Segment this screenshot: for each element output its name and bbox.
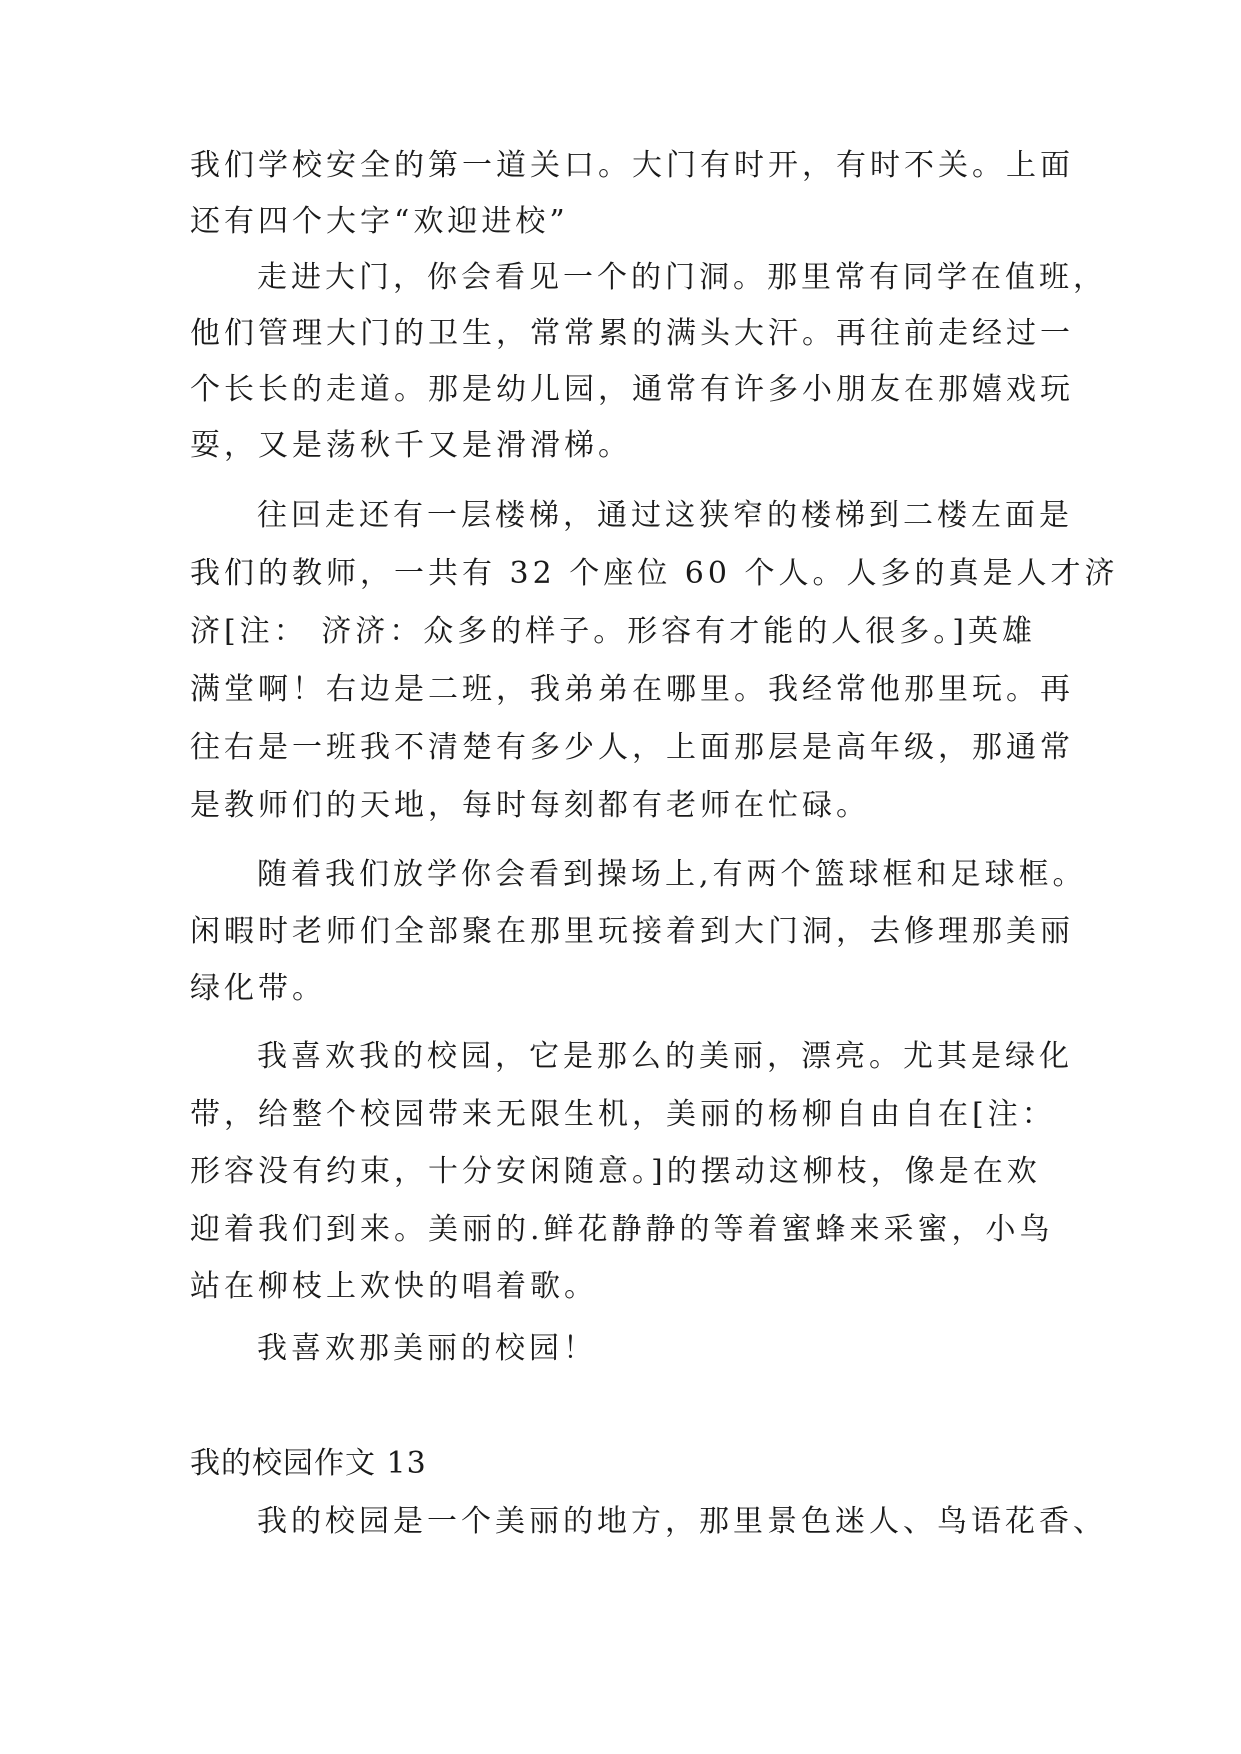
paragraph-line: 耍，又是荡秋千又是滑滑梯。 bbox=[190, 428, 632, 463]
paragraph-line: 我喜欢我的校园，它是那么的美丽，漂亮。尤其是绿化 bbox=[257, 1039, 1073, 1074]
paragraph-line: 随着我们放学你会看到操场上,有两个篮球框和足球框。 bbox=[257, 857, 1087, 892]
paragraph-line: 站在柳枝上欢快的唱着歌。 bbox=[190, 1269, 598, 1304]
paragraph-line: 我们学校安全的第一道关口。大门有时开，有时不关。上面 bbox=[190, 148, 1074, 183]
paragraph-line: 闲暇时老师们全部聚在那里玩接着到大门洞，去修理那美丽 bbox=[190, 914, 1074, 949]
paragraph-line: 往右是一班我不清楚有多少人，上面那层是高年级，那通常 bbox=[190, 730, 1074, 765]
paragraph-line: 济[注： 济济：众多的样子。形容有才能的人很多。]英雄 bbox=[190, 614, 1036, 649]
paragraph-line: 走进大门，你会看见一个的门洞。那里常有同学在值班， bbox=[257, 260, 1107, 295]
paragraph-line: 带，给整个校园带来无限生机，美丽的杨柳自由自在[注： bbox=[190, 1097, 1056, 1132]
paragraph-line: 是教师们的天地，每时每刻都有老师在忙碌。 bbox=[190, 788, 870, 823]
paragraph-line: 形容没有约束，十分安闲随意。]的摆动这柳枝，像是在欢 bbox=[190, 1154, 1041, 1189]
paragraph-line: 满堂啊！右边是二班，我弟弟在哪里。我经常他那里玩。再 bbox=[190, 672, 1074, 707]
paragraph-line: 绿化带。 bbox=[190, 971, 326, 1006]
paragraph-line: 个长长的走道。那是幼儿园，通常有许多小朋友在那嬉戏玩 bbox=[190, 372, 1074, 407]
paragraph-line: 我们的教师，一共有 32 个座位 60 个人。人多的真是人才济 bbox=[190, 556, 1119, 591]
paragraph-line: 他们管理大门的卫生，常常累的满头大汗。再往前走经过一 bbox=[190, 316, 1074, 351]
paragraph-line: 迎着我们到来。美丽的.鲜花静静的等着蜜蜂来采蜜，小鸟 bbox=[190, 1212, 1054, 1247]
paragraph-line: 我喜欢那美丽的校园！ bbox=[257, 1331, 597, 1366]
paragraph-line: 我的校园是一个美丽的地方，那里景色迷人、鸟语花香、 bbox=[257, 1504, 1107, 1539]
section-title: 我的校园作文 13 bbox=[190, 1446, 427, 1481]
paragraph-line: 往回走还有一层楼梯，通过这狭窄的楼梯到二楼左面是 bbox=[257, 498, 1073, 533]
paragraph-line: 还有四个大字“欢迎进校” bbox=[190, 204, 569, 239]
